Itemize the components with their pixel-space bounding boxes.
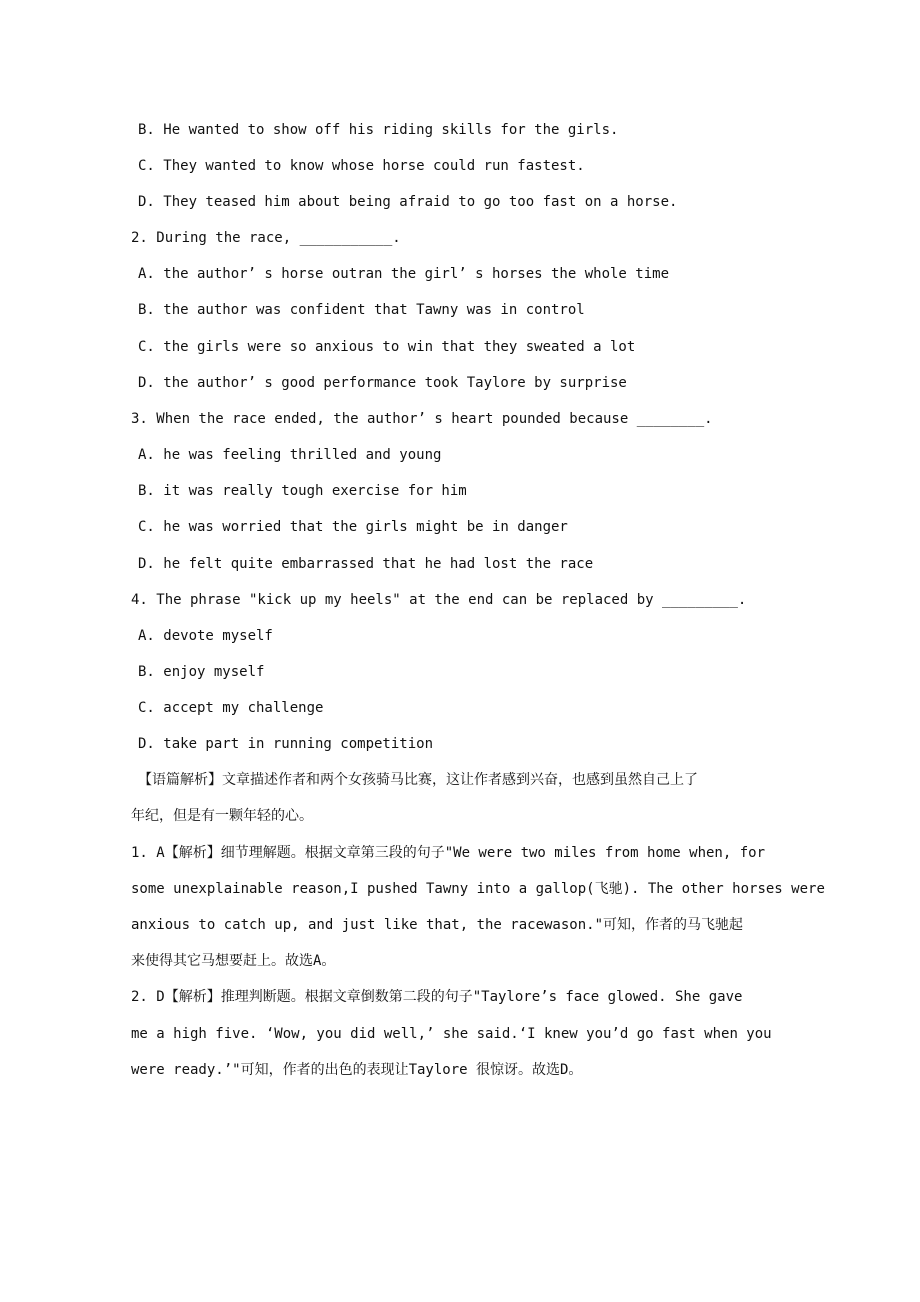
q3-option-c: C. he was worried that the girls might be in danger	[138, 519, 568, 535]
answer-2-line-2: me a high five. ‘Wow, you did well,’ she said.‘I knew you’d go fast when you	[131, 1026, 772, 1042]
answer-1-line-1: 1. A【解析】细节理解题。根据文章第三段的句子"We were two miles from home when, for	[131, 845, 766, 861]
q4-option-d: D. take part in running competition	[138, 736, 434, 752]
answer-2-line-1: 2. D【解析】推理判断题。根据文章倒数第二段的句子"Taylore’s face glowed. She gave	[131, 989, 743, 1005]
q1-option-b: B. He wanted to show off his riding skills for the girls.	[138, 122, 619, 138]
q2-option-d: D. the author’ s good performance took Taylore by surprise	[138, 375, 627, 391]
answer-1-line-3: anxious to catch up, and just like that, the racewason."可知，作者的马飞驰起	[131, 917, 744, 933]
answer-2-line-3: were ready.’"可知，作者的出色的表现让Taylore 很惊讶。故选D。	[131, 1062, 583, 1078]
q1-option-d: D. They teased him about being afraid to go too fast on a horse.	[138, 194, 678, 210]
passage-summary-line-2: 年纪，但是有一颗年轻的心。	[131, 808, 313, 824]
q3-stem: 3. When the race ended, the author’ s heart pounded because ________.	[131, 411, 713, 427]
q2-option-a: A. the author’ s horse outran the girl’ s horses the whole time	[138, 266, 670, 282]
q4-option-b: B. enjoy myself	[138, 664, 265, 680]
q4-stem: 4. The phrase "kick up my heels" at the end can be replaced by _________.	[131, 592, 747, 608]
q2-stem: 2. During the race, ___________.	[131, 230, 401, 246]
q3-option-d: D. he felt quite embarrassed that he had lost the race	[138, 556, 594, 572]
q3-option-a: A. he was feeling thrilled and young	[138, 447, 442, 463]
answer-1-line-2: some unexplainable reason,I pushed Tawny into a gallop(飞驰). The other horses were	[131, 881, 825, 897]
q2-option-c: C. the girls were so anxious to win that they sweated a lot	[138, 339, 636, 355]
q3-option-b: B. it was really tough exercise for him	[138, 483, 467, 499]
q4-option-a: A. devote myself	[138, 628, 273, 644]
passage-summary-line-1: 【语篇解析】文章描述作者和两个女孩骑马比赛，这让作者感到兴奋，也感到虽然自己上了	[138, 772, 698, 788]
q2-option-b: B. the author was confident that Tawny was in control	[138, 302, 585, 318]
q4-option-c: C. accept my challenge	[138, 700, 324, 716]
q1-option-c: C. They wanted to know whose horse could run fastest.	[138, 158, 585, 174]
answer-1-line-4: 来使得其它马想要赶上。故选A。	[131, 953, 336, 969]
